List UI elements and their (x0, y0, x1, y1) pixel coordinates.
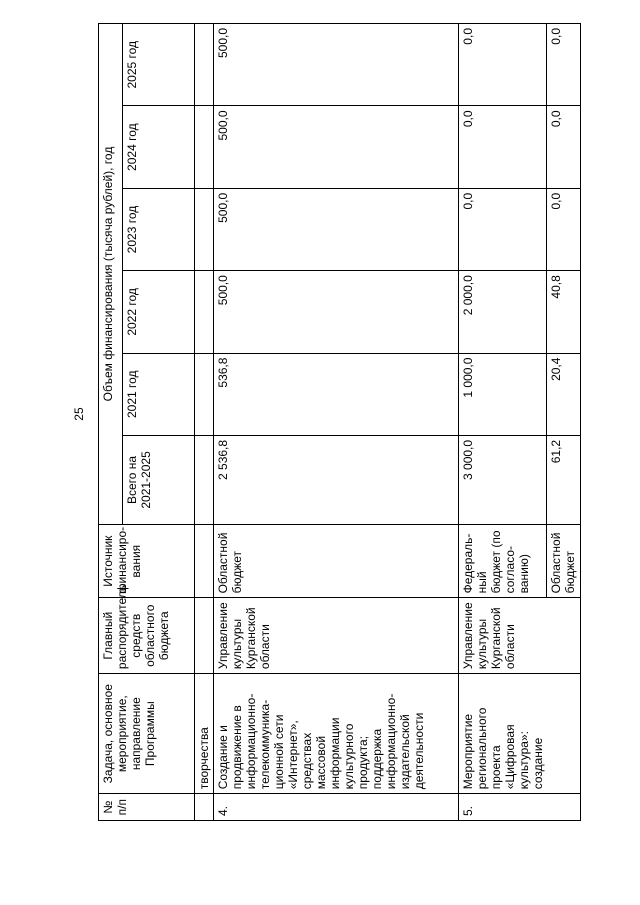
header-task: Задача, основное мероприятие, направление Программы (99, 674, 195, 794)
header-2025: 2025 год (123, 24, 195, 106)
cell-manager: Управление культуры Курганской области (459, 598, 581, 674)
cell-2021 (195, 353, 214, 435)
page-number: 25 (72, 407, 86, 421)
cell-total: 2 536,8 (214, 435, 459, 524)
header-2021: 2021 год (123, 353, 195, 435)
cell-2021: 536,8 (214, 353, 459, 435)
cell-task: Мероприятие регионального проекта «Цифровая культура»: создание (459, 674, 581, 794)
cell-source: Областной бюджет (547, 524, 581, 597)
cell-total: 61,2 (547, 435, 581, 524)
cell-num (195, 794, 214, 821)
cell-task: творчества (195, 674, 214, 794)
cell-2021: 1 000,0 (459, 353, 547, 435)
cell-source: Областной бюджет (214, 524, 459, 597)
funding-table (98, 23, 581, 821)
cell-2024: 0,0 (459, 106, 547, 188)
table-row (195, 24, 214, 821)
table-row (214, 24, 459, 821)
header-manager: Главный распорядитель средств областного бюджета (99, 598, 195, 674)
header-funding: Объем финансирования (тысяча рублей), год (99, 24, 123, 525)
cell-source (195, 524, 214, 597)
cell-2025: 500,0 (214, 24, 459, 106)
header-total: Всего на 2021-2025 (123, 435, 195, 524)
cell-2023: 500,0 (214, 188, 459, 270)
table-row (459, 24, 547, 821)
cell-2022: 2 000,0 (459, 271, 547, 353)
cell-num: 5. (459, 794, 581, 821)
header-2024: 2024 год (123, 106, 195, 188)
cell-source: Федераль-ный бюджет (по согласо-ванию) (459, 524, 547, 597)
cell-2024: 500,0 (214, 106, 459, 188)
cell-2025: 0,0 (547, 24, 581, 106)
cell-manager: Управление культуры Курганской области (214, 598, 459, 674)
header-2022: 2022 год (123, 271, 195, 353)
cell-2023 (195, 188, 214, 270)
cell-2023: 0,0 (547, 188, 581, 270)
cell-manager (195, 598, 214, 674)
header-source: Источник финансиро-вания (99, 524, 195, 597)
cell-num: 4. (214, 794, 459, 821)
cell-2021: 20,4 (547, 353, 581, 435)
cell-2022: 500,0 (214, 271, 459, 353)
cell-task: Создание и продвижение в информационно-телекоммуника-ционной сети «Интернет», средствах массовой информации культурного продукта; поддержка информационно-издательской деятельности (214, 674, 459, 794)
funding-table-sheet (98, 23, 590, 821)
header-num: № п/п (99, 794, 195, 821)
cell-2024: 0,0 (547, 106, 581, 188)
header-2023: 2023 год (123, 188, 195, 270)
cell-2025: 0,0 (459, 24, 547, 106)
cell-total: 3 000,0 (459, 435, 547, 524)
cell-2022 (195, 271, 214, 353)
cell-2025 (195, 24, 214, 106)
cell-2023: 0,0 (459, 188, 547, 270)
cell-total (195, 435, 214, 524)
cell-2022: 40,8 (547, 271, 581, 353)
cell-2024 (195, 106, 214, 188)
